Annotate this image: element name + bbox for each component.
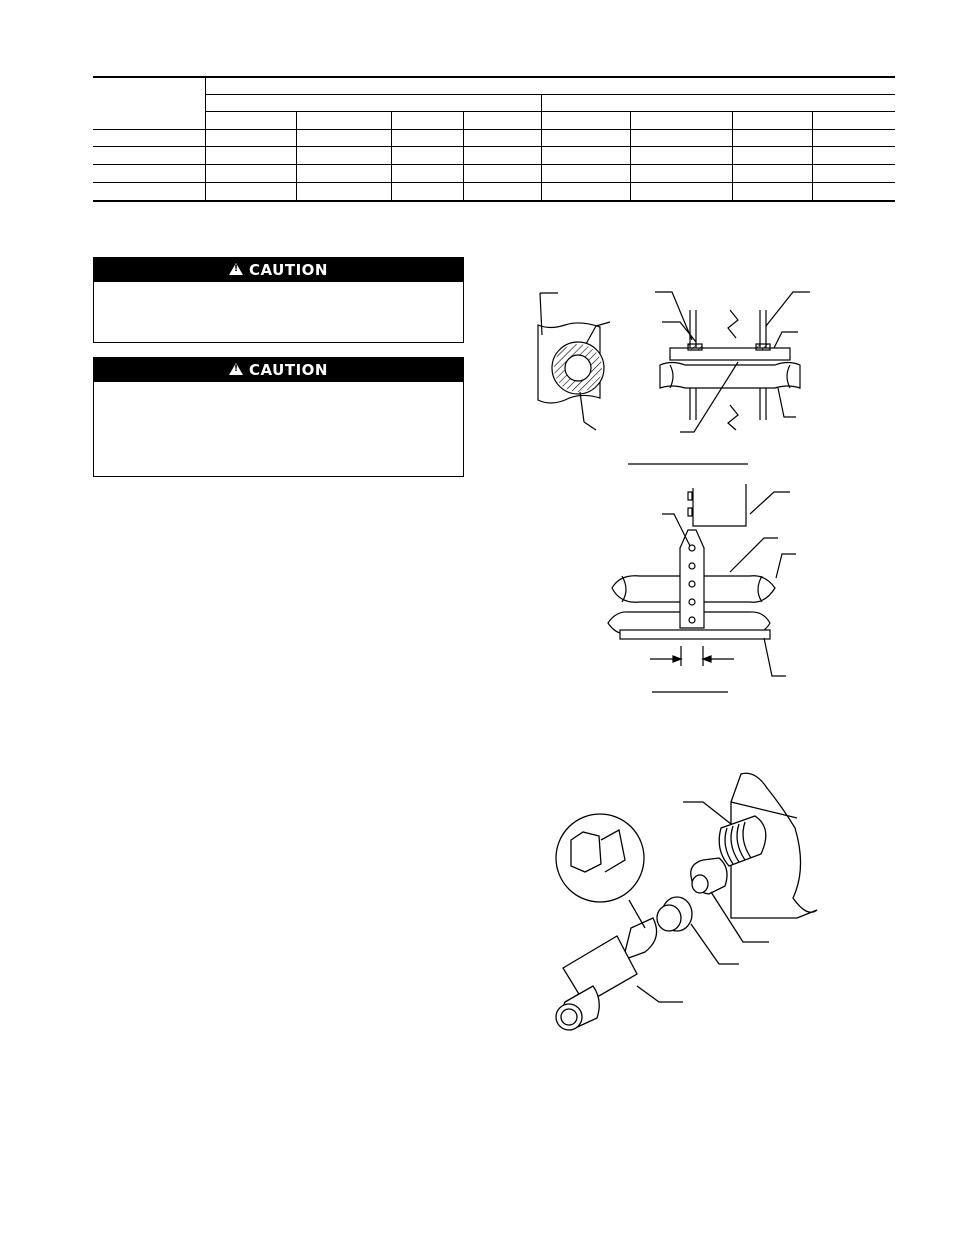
- table-header-rule-1: [206, 94, 895, 95]
- table-col-rule-1: [296, 111, 297, 201]
- pipe-joint-section: [628, 292, 810, 464]
- table-col-rule-6: [812, 111, 813, 201]
- table-col-rule-5: [732, 111, 733, 201]
- caution-heading-2: CAUTION: [249, 361, 328, 379]
- thermometer-tube-assembly-figure: [600, 478, 810, 703]
- table-bottom-rule: [93, 200, 895, 202]
- table-col-rule-0: [205, 76, 206, 201]
- brazing-cross-section-figure: [520, 280, 820, 480]
- table-top-rule: [93, 76, 895, 78]
- table-row-rule-1: [93, 146, 895, 147]
- warning-triangle-icon: [229, 263, 243, 275]
- table-col-rule-2: [391, 111, 392, 201]
- table-row-rule-2: [93, 164, 895, 165]
- specification-table: [93, 76, 895, 202]
- caution-header-2: [94, 358, 463, 382]
- tube-cross-section: [538, 293, 610, 430]
- caution-box-1: [93, 257, 464, 343]
- table-header-rule-2: [206, 111, 895, 112]
- table-header-bottom-rule: [93, 129, 895, 130]
- table-col-rule-3: [463, 111, 464, 201]
- caution-box-2: [93, 357, 464, 477]
- caution-heading-1: CAUTION: [249, 261, 328, 279]
- table-col-rule-group: [541, 94, 542, 201]
- warning-triangle-icon: [229, 363, 243, 375]
- flare-fitting-exploded-figure: [545, 768, 825, 1038]
- table-row-rule-3: [93, 182, 895, 183]
- caution-header-1: [94, 258, 463, 282]
- table-col-rule-4: [630, 111, 631, 201]
